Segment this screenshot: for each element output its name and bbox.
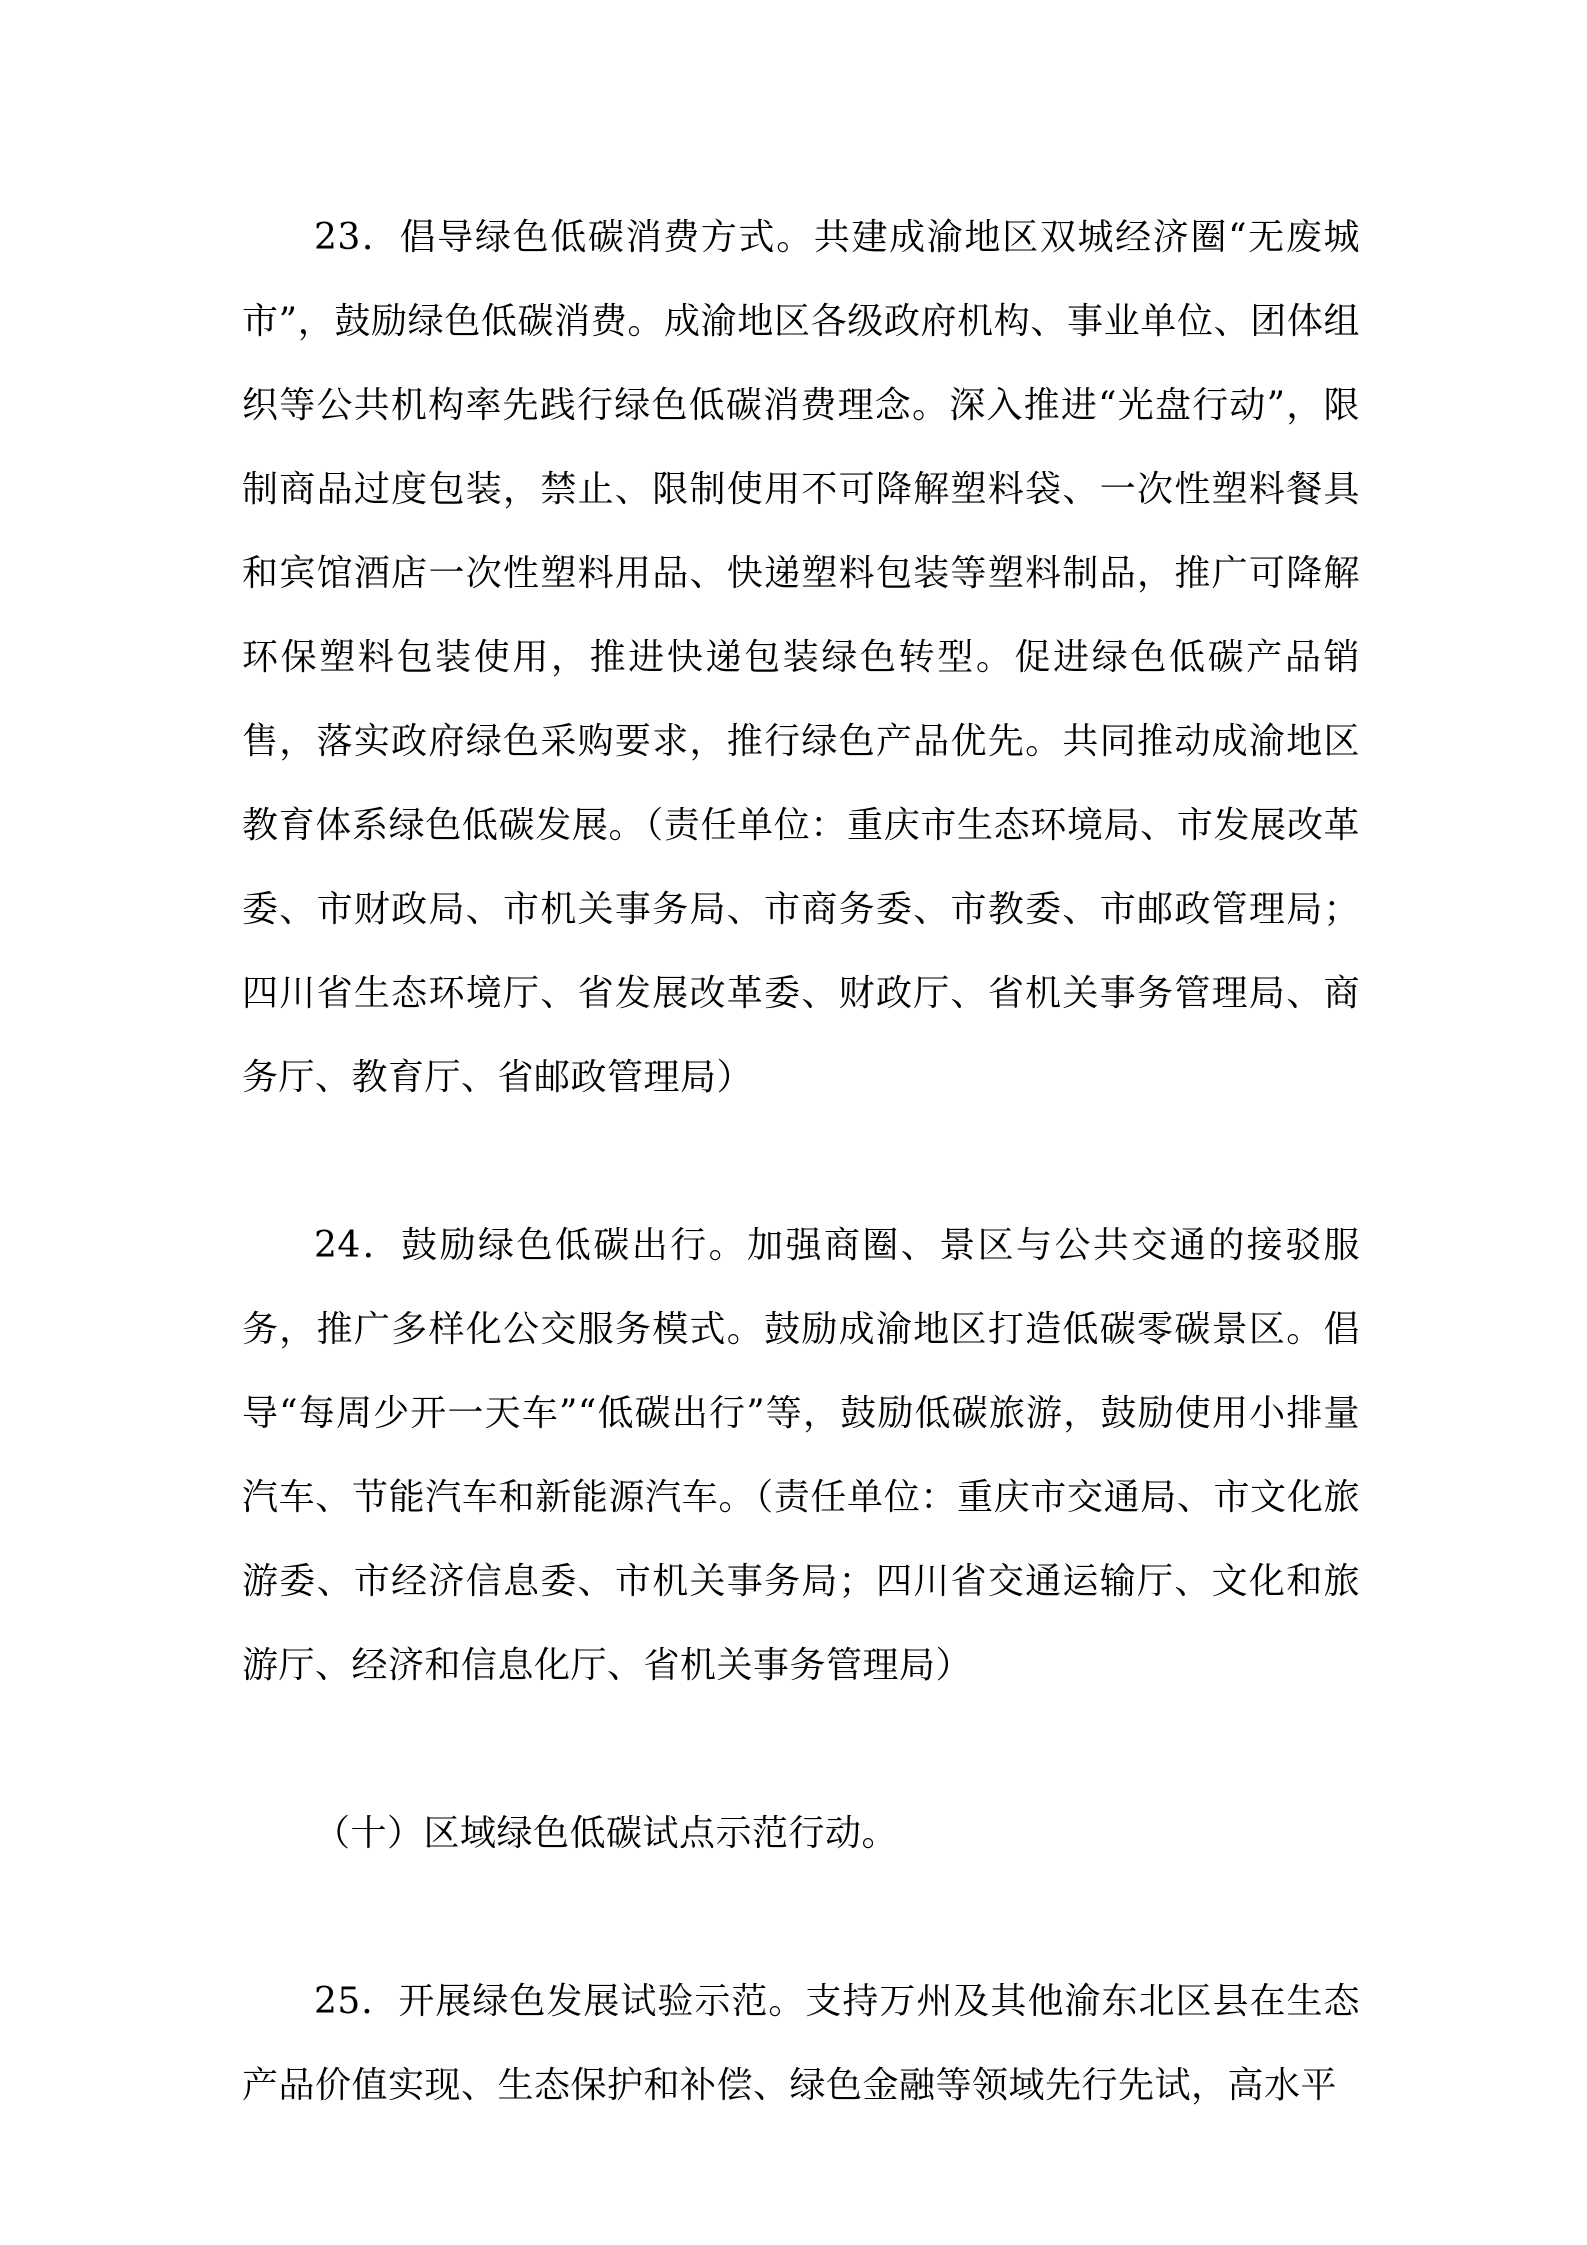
- paragraph-item-23: 23．倡导绿色低碳消费方式。共建成渝地区双城经济圈“无废城市”，鼓励绿色低碳消费。成渝地区各级政府机构、事业单位、团体组织等公共机构率先践行绿色低碳消费理念。深入推进“光盘行动”，限制商品过度包装，禁止、限制使用不可降解塑料袋、一次性塑料餐具和宾馆酒店一次性塑料用品、快递塑料包装等塑料制品，推广可降解环保塑料包装使用，推进快递包装绿色转型。促进绿色低碳产品销售，落实政府绿色采购要求，推行绿色产品优先。共同推动成渝地区教育体系绿色低碳发展。（责任单位：重庆市生态环境局、市发展改革委、市财政局、市机关事务局、市商务委、市教委、市邮政管理局；四川省生态环境厅、省发展改革委、财政厅、省机关事务管理局、商务厅、教育厅、省邮政管理局）: [242, 217, 1360, 1098]
- paragraph-item-25: 25．开展绿色发展试验示范。支持万州及其他渝东北区县在生态产品价值实现、生态保护和补偿、绿色金融等领域先行先试，高水平: [242, 1981, 1360, 2106]
- section-heading-10: （十）区域绿色低碳试点示范行动。: [314, 1813, 899, 1854]
- paragraph-item-24: 24．鼓励绿色低碳出行。加强商圈、景区与公共交通的接驳服务，推广多样化公交服务模式。鼓励成渝地区打造低碳零碳景区。倡导“每周少开一天车”“低碳出行”等，鼓励低碳旅游，鼓励使用小排量汽车、节能汽车和新能源汽车。（责任单位：重庆市交通局、市文化旅游委、市经济信息委、市机关事务局；四川省交通运输厅、文化和旅游厅、经济和信息化厅、省机关事务管理局）: [242, 1225, 1360, 1686]
- document-page: [242, 196, 1360, 2128]
- paragraph-spacer: [242, 1876, 1360, 1960]
- paragraph-spacer: [242, 1120, 1360, 1204]
- paragraph-spacer: [242, 1708, 1360, 1792]
